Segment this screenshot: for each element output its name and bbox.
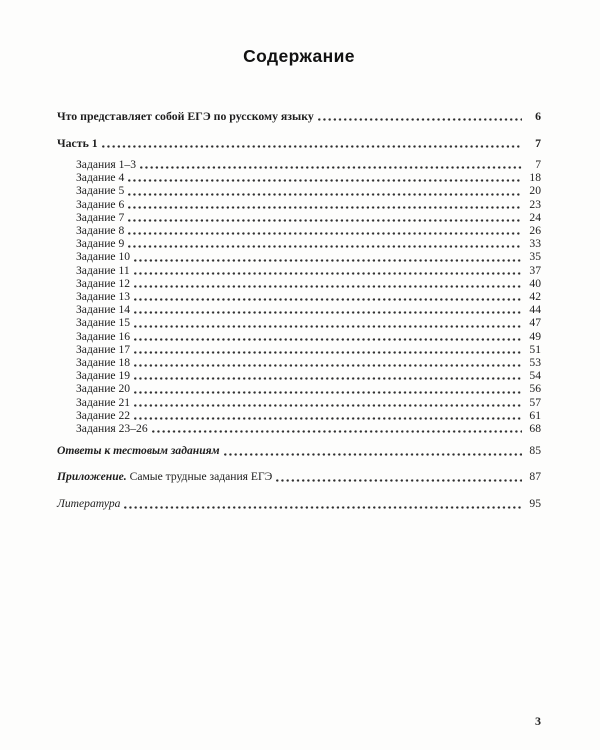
toc-entry-label: Задание 10 [76,250,131,264]
toc-row [57,277,541,290]
toc-entry-page: 40 [529,276,541,290]
toc-entry-label: Задание 6 [76,197,125,211]
toc-row [57,171,541,184]
dot-leader [134,377,522,380]
toc-entry-page: 47 [529,316,541,330]
toc-row [57,198,541,211]
dot-leader [128,245,522,248]
toc-entry-label: Что представляет собой ЕГЭ по русскому языку [57,109,314,123]
dot-leader [134,259,522,262]
toc-entry-page: 18 [529,171,541,185]
dot-leader [276,479,522,482]
toc-entry-label: Задание 5 [76,184,125,198]
toc-row [57,396,541,409]
dot-leader [102,145,522,148]
toc-entry-page: 61 [529,408,541,422]
toc-entry-label: Часть 1 [57,136,98,150]
page-title: Содержание [243,46,355,66]
toc-entry-label: Задание 22 [76,408,131,422]
dot-leader [128,232,522,235]
toc-row [57,290,541,303]
toc-entry-label: Литература [57,497,121,511]
toc-entry-page: 7 [535,136,541,150]
dot-leader [134,417,522,420]
toc-entry-page: 35 [529,250,541,264]
toc-row [57,264,541,277]
dot-leader [134,391,522,394]
toc-entry-page: 95 [529,497,541,511]
toc-entry-label: Задание 8 [76,224,125,238]
toc-row [57,343,541,356]
dot-leader [128,219,522,222]
toc-row [57,184,541,197]
dot-leader [318,118,522,121]
dot-leader [134,351,522,354]
toc-entry-label: Задание 17 [76,342,131,356]
toc-entry-label: Задание 20 [76,382,131,396]
dot-leader [134,338,522,341]
dot-leader [134,311,522,314]
toc-entry-label: Задание 16 [76,329,131,343]
toc-row [57,211,541,224]
dot-leader [128,179,522,182]
toc-row [57,444,541,458]
toc-entry-label: Задание 15 [76,316,131,330]
toc-row [57,422,541,435]
toc-entry-label: Задание 14 [76,303,131,317]
toc-entry-page: 53 [529,356,541,370]
toc-entry-page: 68 [529,422,541,436]
dot-leader [134,298,522,301]
toc-entry-page: 56 [529,382,541,396]
toc-entry-page: 7 [535,158,541,171]
toc-entry-label: Задание 11 [76,263,130,277]
toc-row [57,409,541,422]
dot-leader [224,453,522,456]
dot-leader [124,506,522,509]
toc-row [57,497,541,511]
toc-entry-label: Задания 1–3 [76,158,137,171]
toc-entry-page: 54 [529,369,541,383]
toc-row [57,316,541,329]
toc-row [57,237,541,250]
toc-entry-label: Задание 21 [76,395,131,409]
toc-row [57,250,541,263]
toc-entry-label: Задание 9 [76,237,125,251]
toc-row [57,136,541,150]
toc-entry-page: 57 [529,395,541,409]
toc-entry-page: 33 [529,237,541,251]
toc-entry-label: Приложение. [57,470,127,484]
toc-entry-page: 85 [529,444,541,458]
dot-leader [134,404,522,407]
toc-entry-label: Задания 23–26 [76,422,148,436]
toc-entry-page: 6 [535,109,541,123]
toc-row [57,109,541,123]
toc-entry-label-secondary: Самые трудные задания ЕГЭ [126,470,273,484]
toc-entry-page: 24 [529,210,541,224]
toc-entry-page: 44 [529,303,541,317]
toc-entry-label: Задание 19 [76,369,131,383]
toc-entry-label: Задание 12 [76,276,131,290]
toc-row [57,382,541,395]
toc-entry-label: Задание 7 [76,210,125,224]
toc-row [57,356,541,369]
dot-leader [152,430,522,433]
toc-entry-page: 23 [529,197,541,211]
toc-entry-page: 26 [529,224,541,238]
toc-row [57,224,541,237]
dot-leader [134,272,522,275]
toc-list [57,109,541,511]
toc-row [57,470,541,484]
toc-row [57,158,541,171]
toc-entry-page: 51 [529,342,541,356]
toc-entry-label: Задание 18 [76,356,131,370]
dot-leader [134,325,522,328]
toc-entry-label: Ответы к тестовым заданиям [57,444,220,458]
toc-entry-label: Задание 13 [76,290,131,304]
toc-entry-page: 20 [529,184,541,198]
toc-entry-page: 49 [529,329,541,343]
toc-row [57,330,541,343]
toc-entry-page: 87 [529,470,541,484]
dot-leader [128,193,522,196]
page-number: 3 [535,714,541,728]
toc-row [57,369,541,382]
toc-row [57,303,541,316]
dot-leader [128,206,522,209]
dot-leader [134,364,522,367]
dot-leader [134,285,522,288]
toc-entry-label: Задание 4 [76,171,125,185]
dot-leader [140,166,522,169]
toc-entry-page: 42 [529,290,541,304]
toc-entry-page: 37 [529,263,541,277]
